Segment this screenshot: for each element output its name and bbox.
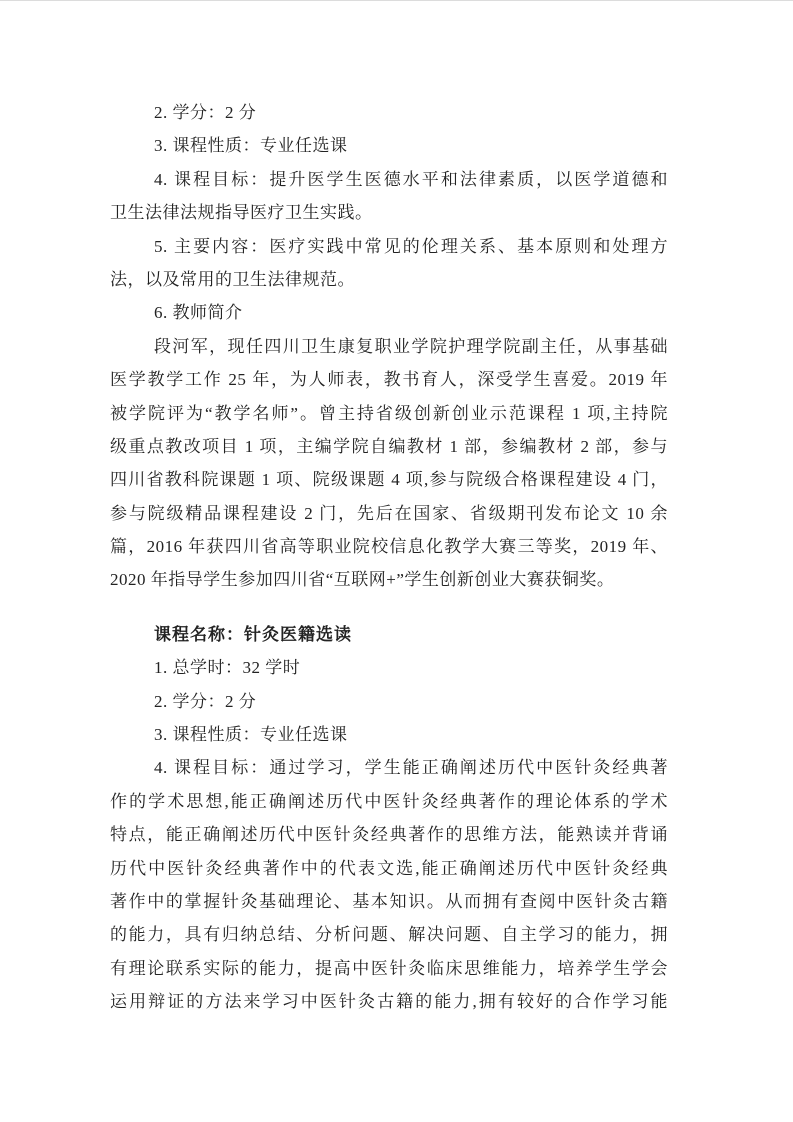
doc-line: 特点，能正确阐述历代中医针灸经典著作的思维方法，能熟读并背诵 (110, 825, 668, 845)
doc-line: 作的学术思想,能正确阐述历代中医针灸经典著作的理论体系的学术 (110, 791, 668, 811)
doc-line: 历代中医针灸经典著作中的代表文选,能正确阐述历代中医针灸经典 (110, 858, 668, 878)
doc-line: 2. 学分：2 分 (154, 691, 257, 711)
doc-line: 被学院评为“教学名师”。曾主持省级创新创业示范课程 1 项,主持院 (110, 403, 668, 423)
doc-line: 段河军，现任四川卫生康复职业学院护理学院副主任，从事基础 (154, 336, 668, 356)
doc-line: 参与院级精品课程建设 2 门，先后在国家、省级期刊发布论文 10 余 (110, 503, 668, 523)
doc-line: 4. 课程目标：通过学习，学生能正确阐述历代中医针灸经典著 (154, 758, 668, 778)
doc-line: 级重点教改项目 1 项，主编学院自编教材 1 部，参编教材 2 部，参与 (110, 436, 668, 456)
doc-line: 的能力，具有归纳总结、分析问题、解决问题、自主学习的能力，拥 (110, 925, 668, 945)
doc-line: 2. 学分：2 分 (154, 103, 257, 122)
doc-line: 2020 年指导学生参加四川省“互联网+”学生创新创业大赛获铜奖。 (110, 570, 615, 590)
document-text-block (110, 96, 668, 1019)
doc-line: 运用辩证的方法来学习中医针灸古籍的能力,拥有较好的合作学习能 (110, 992, 668, 1012)
doc-line: 有理论联系实际的能力，提高中医针灸临床思维能力，培养学生学会 (110, 958, 668, 978)
doc-line: 3. 课程性质：专业任选课 (154, 136, 348, 156)
doc-line: 四川省教科院课题 1 项、院级课题 4 项,参与院级合格课程建设 4 门， (110, 470, 668, 490)
doc-line: 3. 课程性质：专业任选课 (154, 725, 348, 745)
course-name-heading: 课程名称：针灸医籍选读 (154, 624, 352, 644)
doc-line: 医学教学工作 25 年，为人师表，教书育人，深受学生喜爱。2019 年 (110, 370, 668, 390)
doc-line: 6. 教师简介 (154, 303, 243, 323)
doc-line: 篇，2016 年获四川省高等职业院校信息化教学大赛三等奖，2019 年、 (110, 537, 668, 557)
doc-line: 法，以及常用的卫生法律规范。 (110, 269, 355, 289)
doc-line: 卫生法律法规指导医疗卫生实践。 (110, 203, 373, 223)
doc-line: 4. 课程目标：提升医学生医德水平和法律素质，以医学道德和 (154, 169, 668, 189)
page-top-edge-divider (0, 0, 793, 1)
doc-line: 著作中的掌握针灸基础理论、基本知识。从而拥有查阅中医针灸古籍 (110, 891, 668, 911)
doc-line: 1. 总学时：32 学时 (154, 658, 301, 678)
doc-line: 5. 主要内容：医疗实践中常见的伦理关系、基本原则和处理方 (154, 236, 668, 256)
